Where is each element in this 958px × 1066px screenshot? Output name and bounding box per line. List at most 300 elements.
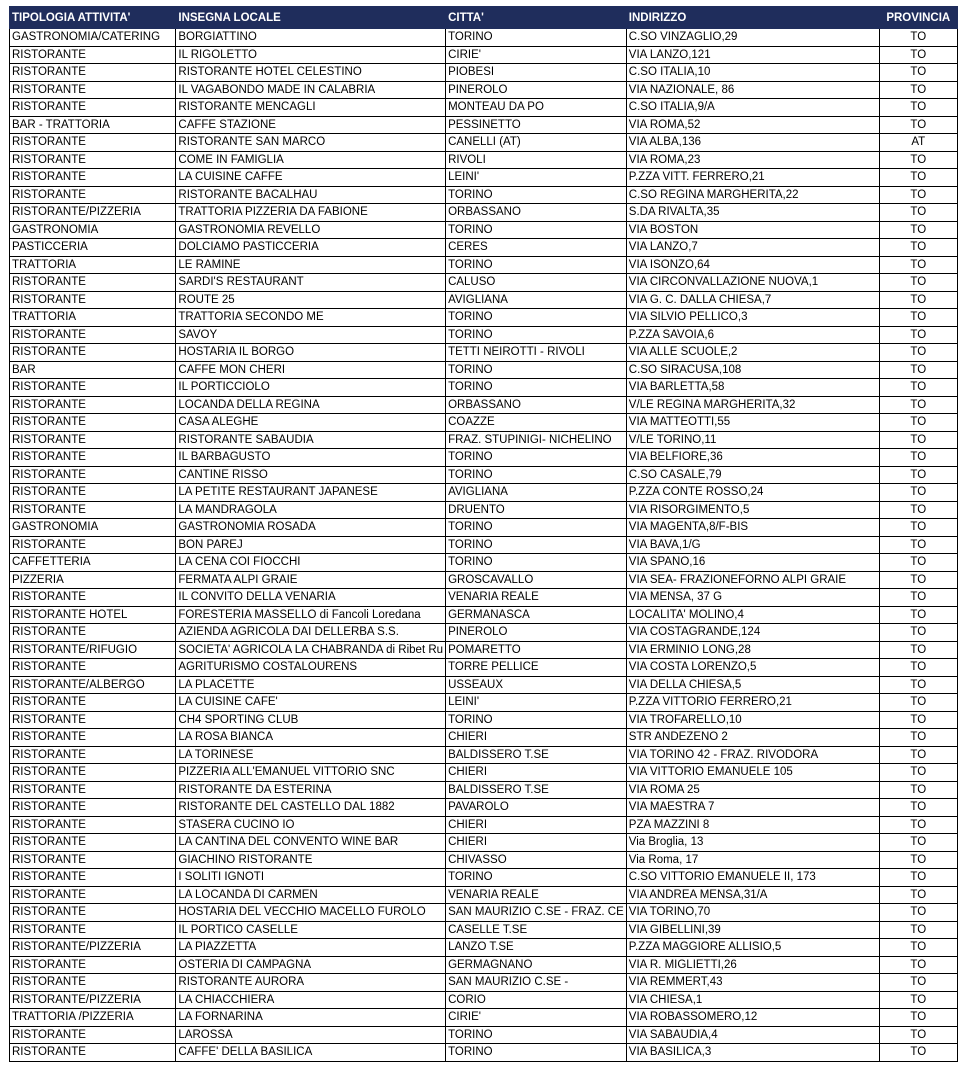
cell-citta[interactable]: MONTEAU DA PO: [446, 99, 627, 117]
cell-provincia[interactable]: TO: [879, 309, 957, 327]
cell-tipologia[interactable]: RISTORANTE: [10, 1026, 176, 1044]
cell-indirizzo[interactable]: STR ANDEZENO 2: [626, 729, 879, 747]
cell-insegna[interactable]: CAFFE STAZIONE: [176, 116, 446, 134]
cell-tipologia[interactable]: RISTORANTE: [10, 589, 176, 607]
cell-citta[interactable]: TORINO: [446, 1026, 627, 1044]
cell-citta[interactable]: TORINO: [446, 379, 627, 397]
cell-indirizzo[interactable]: VIA TORINO 42 - FRAZ. RIVODORA: [626, 746, 879, 764]
cell-provincia[interactable]: TO: [879, 851, 957, 869]
cell-tipologia[interactable]: RISTORANTE: [10, 379, 176, 397]
cell-provincia[interactable]: TO: [879, 624, 957, 642]
cell-citta[interactable]: CHIERI: [446, 729, 627, 747]
cell-insegna[interactable]: FERMATA ALPI GRAIE: [176, 571, 446, 589]
cell-citta[interactable]: TORRE PELLICE: [446, 659, 627, 677]
cell-citta[interactable]: GERMANASCA: [446, 606, 627, 624]
cell-indirizzo[interactable]: VIA BELFIORE,36: [626, 449, 879, 467]
cell-provincia[interactable]: TO: [879, 379, 957, 397]
cell-citta[interactable]: CERES: [446, 239, 627, 257]
cell-citta[interactable]: LEINI': [446, 169, 627, 187]
cell-indirizzo[interactable]: V/LE TORINO,11: [626, 431, 879, 449]
cell-tipologia[interactable]: RISTORANTE: [10, 99, 176, 117]
cell-tipologia[interactable]: RISTORANTE: [10, 186, 176, 204]
cell-citta[interactable]: USSEAUX: [446, 676, 627, 694]
cell-insegna[interactable]: GIACHINO RISTORANTE: [176, 851, 446, 869]
cell-provincia[interactable]: TO: [879, 921, 957, 939]
cell-tipologia[interactable]: RISTORANTE: [10, 711, 176, 729]
cell-provincia[interactable]: TO: [879, 519, 957, 537]
cell-indirizzo[interactable]: VIA GIBELLINI,39: [626, 921, 879, 939]
cell-citta[interactable]: TORINO: [446, 519, 627, 537]
cell-citta[interactable]: BALDISSERO T.SE: [446, 746, 627, 764]
cell-tipologia[interactable]: RISTORANTE: [10, 449, 176, 467]
cell-provincia[interactable]: TO: [879, 1044, 957, 1062]
cell-tipologia[interactable]: RISTORANTE: [10, 974, 176, 992]
cell-citta[interactable]: TORINO: [446, 256, 627, 274]
cell-insegna[interactable]: TRATTORIA SECONDO ME: [176, 309, 446, 327]
cell-insegna[interactable]: SAVOY: [176, 326, 446, 344]
cell-tipologia[interactable]: PASTICCERIA: [10, 239, 176, 257]
cell-provincia[interactable]: TO: [879, 151, 957, 169]
cell-citta[interactable]: GROSCAVALLO: [446, 571, 627, 589]
cell-indirizzo[interactable]: P.ZZA CONTE ROSSO,24: [626, 484, 879, 502]
cell-citta[interactable]: SAN MAURIZIO C.SE -: [446, 974, 627, 992]
cell-insegna[interactable]: CAFFE' DELLA BASILICA: [176, 1044, 446, 1062]
cell-citta[interactable]: RIVOLI: [446, 151, 627, 169]
cell-indirizzo[interactable]: VIA RISORGIMENTO,5: [626, 501, 879, 519]
cell-insegna[interactable]: LA TORINESE: [176, 746, 446, 764]
cell-tipologia[interactable]: TRATTORIA: [10, 256, 176, 274]
cell-tipologia[interactable]: RISTORANTE: [10, 904, 176, 922]
cell-citta[interactable]: TORINO: [446, 554, 627, 572]
cell-indirizzo[interactable]: C.SO SIRACUSA,108: [626, 361, 879, 379]
cell-indirizzo[interactable]: VIA MAGENTA,8/F-BIS: [626, 519, 879, 537]
cell-provincia[interactable]: TO: [879, 204, 957, 222]
cell-insegna[interactable]: LA PLACETTE: [176, 676, 446, 694]
cell-insegna[interactable]: PIZZERIA ALL'EMANUEL VITTORIO SNC: [176, 764, 446, 782]
cell-provincia[interactable]: TO: [879, 186, 957, 204]
cell-insegna[interactable]: STASERA CUCINO IO: [176, 816, 446, 834]
cell-citta[interactable]: CORIO: [446, 991, 627, 1009]
cell-indirizzo[interactable]: C.SO ITALIA,9/A: [626, 99, 879, 117]
cell-tipologia[interactable]: TRATTORIA /PIZZERIA: [10, 1009, 176, 1027]
cell-indirizzo[interactable]: VIA ROMA,23: [626, 151, 879, 169]
cell-indirizzo[interactable]: VIA TORINO,70: [626, 904, 879, 922]
cell-citta[interactable]: TORINO: [446, 326, 627, 344]
cell-provincia[interactable]: TO: [879, 484, 957, 502]
cell-provincia[interactable]: TO: [879, 904, 957, 922]
cell-insegna[interactable]: LA CENA COI FIOCCHI: [176, 554, 446, 572]
cell-provincia[interactable]: TO: [879, 501, 957, 519]
cell-indirizzo[interactable]: VIA MATTEOTTI,55: [626, 414, 879, 432]
cell-insegna[interactable]: ROUTE 25: [176, 291, 446, 309]
cell-citta[interactable]: LEINI': [446, 694, 627, 712]
cell-tipologia[interactable]: RISTORANTE: [10, 431, 176, 449]
cell-insegna[interactable]: LA FORNARINA: [176, 1009, 446, 1027]
cell-provincia[interactable]: TO: [879, 274, 957, 292]
cell-tipologia[interactable]: BAR - TRATTORIA: [10, 116, 176, 134]
cell-insegna[interactable]: CANTINE RISSO: [176, 466, 446, 484]
cell-citta[interactable]: TORINO: [446, 869, 627, 887]
cell-insegna[interactable]: BON PAREJ: [176, 536, 446, 554]
cell-indirizzo[interactable]: VIA COSTA LORENZO,5: [626, 659, 879, 677]
cell-insegna[interactable]: SARDI'S RESTAURANT: [176, 274, 446, 292]
cell-indirizzo[interactable]: VIA CHIESA,1: [626, 991, 879, 1009]
cell-indirizzo[interactable]: VIA BARLETTA,58: [626, 379, 879, 397]
cell-provincia[interactable]: TO: [879, 116, 957, 134]
cell-tipologia[interactable]: RISTORANTE: [10, 886, 176, 904]
cell-provincia[interactable]: TO: [879, 869, 957, 887]
cell-indirizzo[interactable]: VIA LANZO,7: [626, 239, 879, 257]
cell-insegna[interactable]: BORGIATTINO: [176, 29, 446, 47]
cell-tipologia[interactable]: RISTORANTE: [10, 799, 176, 817]
cell-tipologia[interactable]: GASTRONOMIA/CATERING: [10, 29, 176, 47]
cell-citta[interactable]: PINEROLO: [446, 81, 627, 99]
cell-citta[interactable]: VENARIA REALE: [446, 589, 627, 607]
cell-tipologia[interactable]: RISTORANTE: [10, 396, 176, 414]
cell-provincia[interactable]: TO: [879, 536, 957, 554]
cell-provincia[interactable]: TO: [879, 554, 957, 572]
cell-citta[interactable]: PIOBESI: [446, 64, 627, 82]
cell-tipologia[interactable]: RISTORANTE: [10, 291, 176, 309]
cell-provincia[interactable]: TO: [879, 834, 957, 852]
cell-indirizzo[interactable]: VIA ISONZO,64: [626, 256, 879, 274]
cell-insegna[interactable]: RISTORANTE SAN MARCO: [176, 134, 446, 152]
cell-indirizzo[interactable]: VIA NAZIONALE, 86: [626, 81, 879, 99]
cell-insegna[interactable]: AZIENDA AGRICOLA DAI DELLERBA S.S.: [176, 624, 446, 642]
cell-provincia[interactable]: TO: [879, 1026, 957, 1044]
cell-insegna[interactable]: OSTERIA DI CAMPAGNA: [176, 956, 446, 974]
cell-indirizzo[interactable]: VIA ALLE SCUOLE,2: [626, 344, 879, 362]
cell-provincia[interactable]: AT: [879, 134, 957, 152]
cell-indirizzo[interactable]: P.ZZA SAVOIA,6: [626, 326, 879, 344]
cell-provincia[interactable]: TO: [879, 326, 957, 344]
cell-tipologia[interactable]: RISTORANTE: [10, 869, 176, 887]
cell-provincia[interactable]: TO: [879, 431, 957, 449]
cell-indirizzo[interactable]: VIA MAESTRA 7: [626, 799, 879, 817]
cell-indirizzo[interactable]: VIA SILVIO PELLICO,3: [626, 309, 879, 327]
cell-insegna[interactable]: LAROSSA: [176, 1026, 446, 1044]
cell-provincia[interactable]: TO: [879, 256, 957, 274]
header-citta[interactable]: CITTA': [446, 7, 627, 29]
cell-provincia[interactable]: TO: [879, 46, 957, 64]
cell-indirizzo[interactable]: VIA MENSA, 37 G: [626, 589, 879, 607]
cell-citta[interactable]: TORINO: [446, 466, 627, 484]
cell-provincia[interactable]: TO: [879, 659, 957, 677]
cell-insegna[interactable]: IL PORTICO CASELLE: [176, 921, 446, 939]
cell-provincia[interactable]: TO: [879, 886, 957, 904]
cell-tipologia[interactable]: RISTORANTE: [10, 729, 176, 747]
cell-provincia[interactable]: TO: [879, 816, 957, 834]
cell-citta[interactable]: CIRIE': [446, 1009, 627, 1027]
cell-indirizzo[interactable]: VIA COSTAGRANDE,124: [626, 624, 879, 642]
cell-indirizzo[interactable]: Via Broglia, 13: [626, 834, 879, 852]
cell-insegna[interactable]: LA PIAZZETTA: [176, 939, 446, 957]
cell-provincia[interactable]: TO: [879, 64, 957, 82]
cell-citta[interactable]: TORINO: [446, 29, 627, 47]
cell-citta[interactable]: CHIERI: [446, 834, 627, 852]
cell-citta[interactable]: TORINO: [446, 361, 627, 379]
cell-insegna[interactable]: SOCIETA' AGRICOLA LA CHABRANDA di Ribet Ru: [176, 641, 446, 659]
cell-indirizzo[interactable]: VIA SABAUDIA,4: [626, 1026, 879, 1044]
cell-provincia[interactable]: TO: [879, 746, 957, 764]
cell-provincia[interactable]: TO: [879, 606, 957, 624]
cell-tipologia[interactable]: RISTORANTE: [10, 81, 176, 99]
cell-provincia[interactable]: TO: [879, 694, 957, 712]
cell-indirizzo[interactable]: P.ZZA VITTORIO FERRERO,21: [626, 694, 879, 712]
cell-provincia[interactable]: TO: [879, 291, 957, 309]
cell-provincia[interactable]: TO: [879, 344, 957, 362]
cell-citta[interactable]: ORBASSANO: [446, 204, 627, 222]
cell-indirizzo[interactable]: LOCALITA' MOLINO,4: [626, 606, 879, 624]
cell-indirizzo[interactable]: VIA ALBA,136: [626, 134, 879, 152]
cell-tipologia[interactable]: RISTORANTE: [10, 624, 176, 642]
cell-indirizzo[interactable]: Via Roma, 17: [626, 851, 879, 869]
cell-tipologia[interactable]: RISTORANTE: [10, 694, 176, 712]
cell-provincia[interactable]: TO: [879, 81, 957, 99]
cell-indirizzo[interactable]: VIA TROFARELLO,10: [626, 711, 879, 729]
cell-tipologia[interactable]: RISTORANTE: [10, 134, 176, 152]
cell-insegna[interactable]: RISTORANTE SABAUDIA: [176, 431, 446, 449]
cell-tipologia[interactable]: GASTRONOMIA: [10, 519, 176, 537]
cell-citta[interactable]: CHIVASSO: [446, 851, 627, 869]
cell-provincia[interactable]: TO: [879, 641, 957, 659]
cell-insegna[interactable]: IL CONVITO DELLA VENARIA: [176, 589, 446, 607]
cell-insegna[interactable]: IL PORTICCIOLO: [176, 379, 446, 397]
cell-tipologia[interactable]: RISTORANTE/RIFUGIO: [10, 641, 176, 659]
cell-insegna[interactable]: LA PETITE RESTAURANT JAPANESE: [176, 484, 446, 502]
cell-insegna[interactable]: GASTRONOMIA ROSADA: [176, 519, 446, 537]
cell-indirizzo[interactable]: VIA ROBASSOMERO,12: [626, 1009, 879, 1027]
cell-provincia[interactable]: TO: [879, 991, 957, 1009]
cell-insegna[interactable]: RISTORANTE MENCAGLI: [176, 99, 446, 117]
cell-tipologia[interactable]: RISTORANTE/ALBERGO: [10, 676, 176, 694]
cell-insegna[interactable]: LE RAMINE: [176, 256, 446, 274]
cell-insegna[interactable]: COME IN FAMIGLIA: [176, 151, 446, 169]
cell-citta[interactable]: CASELLE T.SE: [446, 921, 627, 939]
cell-provincia[interactable]: TO: [879, 99, 957, 117]
cell-tipologia[interactable]: RISTORANTE: [10, 326, 176, 344]
cell-insegna[interactable]: LA CUISINE CAFFE: [176, 169, 446, 187]
cell-insegna[interactable]: LA MANDRAGOLA: [176, 501, 446, 519]
cell-provincia[interactable]: TO: [879, 729, 957, 747]
cell-indirizzo[interactable]: VIA ANDREA MENSA,31/A: [626, 886, 879, 904]
cell-insegna[interactable]: LA LOCANDA DI CARMEN: [176, 886, 446, 904]
cell-insegna[interactable]: FORESTERIA MASSELLO di Fancoli Loredana: [176, 606, 446, 624]
cell-provincia[interactable]: TO: [879, 361, 957, 379]
cell-insegna[interactable]: GASTRONOMIA REVELLO: [176, 221, 446, 239]
cell-tipologia[interactable]: RISTORANTE: [10, 414, 176, 432]
cell-tipologia[interactable]: RISTORANTE: [10, 64, 176, 82]
cell-indirizzo[interactable]: P.ZZA MAGGIORE ALLISIO,5: [626, 939, 879, 957]
cell-citta[interactable]: SAN MAURIZIO C.SE - FRAZ. CE: [446, 904, 627, 922]
cell-provincia[interactable]: TO: [879, 781, 957, 799]
cell-insegna[interactable]: TRATTORIA PIZZERIA DA FABIONE: [176, 204, 446, 222]
cell-insegna[interactable]: LA CUISINE CAFE': [176, 694, 446, 712]
cell-indirizzo[interactable]: VIA SPANO,16: [626, 554, 879, 572]
cell-tipologia[interactable]: RISTORANTE: [10, 1044, 176, 1062]
cell-indirizzo[interactable]: S.DA RIVALTA,35: [626, 204, 879, 222]
cell-insegna[interactable]: RISTORANTE DEL CASTELLO DAL 1882: [176, 799, 446, 817]
cell-indirizzo[interactable]: C.SO VITTORIO EMANUELE II, 173: [626, 869, 879, 887]
header-provincia[interactable]: PROVINCIA: [879, 7, 957, 29]
cell-provincia[interactable]: TO: [879, 239, 957, 257]
cell-insegna[interactable]: LA CANTINA DEL CONVENTO WINE BAR: [176, 834, 446, 852]
cell-insegna[interactable]: I SOLITI IGNOTI: [176, 869, 446, 887]
cell-tipologia[interactable]: RISTORANTE: [10, 816, 176, 834]
cell-insegna[interactable]: HOSTARIA IL BORGO: [176, 344, 446, 362]
cell-provincia[interactable]: TO: [879, 799, 957, 817]
cell-insegna[interactable]: RISTORANTE BACALHAU: [176, 186, 446, 204]
cell-tipologia[interactable]: RISTORANTE: [10, 659, 176, 677]
cell-tipologia[interactable]: RISTORANTE/PIZZERIA: [10, 939, 176, 957]
cell-insegna[interactable]: RISTORANTE HOTEL CELESTINO: [176, 64, 446, 82]
cell-provincia[interactable]: TO: [879, 676, 957, 694]
cell-insegna[interactable]: DOLCIAMO PASTICCERIA: [176, 239, 446, 257]
cell-citta[interactable]: TORINO: [446, 186, 627, 204]
cell-insegna[interactable]: LA ROSA BIANCA: [176, 729, 446, 747]
cell-insegna[interactable]: LA CHIACCHIERA: [176, 991, 446, 1009]
cell-indirizzo[interactable]: VIA BOSTON: [626, 221, 879, 239]
cell-indirizzo[interactable]: VIA VITTORIO EMANUELE 105: [626, 764, 879, 782]
cell-tipologia[interactable]: RISTORANTE: [10, 501, 176, 519]
cell-tipologia[interactable]: RISTORANTE: [10, 536, 176, 554]
header-insegna[interactable]: INSEGNA LOCALE: [176, 7, 446, 29]
cell-provincia[interactable]: TO: [879, 449, 957, 467]
cell-citta[interactable]: CALUSO: [446, 274, 627, 292]
cell-provincia[interactable]: TO: [879, 29, 957, 47]
cell-insegna[interactable]: HOSTARIA DEL VECCHIO MACELLO FUROLO: [176, 904, 446, 922]
cell-provincia[interactable]: TO: [879, 589, 957, 607]
cell-indirizzo[interactable]: VIA ROMA 25: [626, 781, 879, 799]
cell-tipologia[interactable]: TRATTORIA: [10, 309, 176, 327]
cell-provincia[interactable]: TO: [879, 466, 957, 484]
cell-citta[interactable]: TORINO: [446, 711, 627, 729]
cell-provincia[interactable]: TO: [879, 221, 957, 239]
cell-tipologia[interactable]: RISTORANTE/PIZZERIA: [10, 991, 176, 1009]
cell-tipologia[interactable]: RISTORANTE: [10, 781, 176, 799]
cell-citta[interactable]: PESSINETTO: [446, 116, 627, 134]
cell-citta[interactable]: VENARIA REALE: [446, 886, 627, 904]
cell-indirizzo[interactable]: VIA BAVA,1/G: [626, 536, 879, 554]
cell-tipologia[interactable]: RISTORANTE: [10, 344, 176, 362]
cell-indirizzo[interactable]: VIA LANZO,121: [626, 46, 879, 64]
cell-citta[interactable]: TETTI NEIROTTI - RIVOLI: [446, 344, 627, 362]
cell-citta[interactable]: BALDISSERO T.SE: [446, 781, 627, 799]
cell-tipologia[interactable]: RISTORANTE: [10, 746, 176, 764]
cell-indirizzo[interactable]: PZA MAZZINI 8: [626, 816, 879, 834]
cell-citta[interactable]: FRAZ. STUPINIGI- NICHELINO: [446, 431, 627, 449]
cell-tipologia[interactable]: RISTORANTE: [10, 169, 176, 187]
cell-indirizzo[interactable]: C.SO REGINA MARGHERITA,22: [626, 186, 879, 204]
cell-indirizzo[interactable]: VIA CIRCONVALLAZIONE NUOVA,1: [626, 274, 879, 292]
cell-indirizzo[interactable]: VIA ROMA,52: [626, 116, 879, 134]
cell-tipologia[interactable]: RISTORANTE: [10, 466, 176, 484]
cell-indirizzo[interactable]: VIA G. C. DALLA CHIESA,7: [626, 291, 879, 309]
cell-provincia[interactable]: TO: [879, 414, 957, 432]
cell-indirizzo[interactable]: VIA ERMINIO LONG,28: [626, 641, 879, 659]
cell-indirizzo[interactable]: VIA BASILICA,3: [626, 1044, 879, 1062]
cell-citta[interactable]: PAVAROLO: [446, 799, 627, 817]
cell-provincia[interactable]: TO: [879, 764, 957, 782]
cell-tipologia[interactable]: BAR: [10, 361, 176, 379]
cell-insegna[interactable]: CAFFE MON CHERI: [176, 361, 446, 379]
cell-tipologia[interactable]: RISTORANTE: [10, 484, 176, 502]
cell-indirizzo[interactable]: C.SO VINZAGLIO,29: [626, 29, 879, 47]
cell-tipologia[interactable]: GASTRONOMIA: [10, 221, 176, 239]
cell-indirizzo[interactable]: P.ZZA VITT. FERRERO,21: [626, 169, 879, 187]
cell-citta[interactable]: TORINO: [446, 536, 627, 554]
cell-citta[interactable]: PINEROLO: [446, 624, 627, 642]
cell-insegna[interactable]: CASA ALEGHE: [176, 414, 446, 432]
cell-indirizzo[interactable]: VIA SEA- FRAZIONEFORNO ALPI GRAIE: [626, 571, 879, 589]
cell-tipologia[interactable]: RISTORANTE: [10, 921, 176, 939]
cell-provincia[interactable]: TO: [879, 1009, 957, 1027]
cell-provincia[interactable]: TO: [879, 939, 957, 957]
cell-citta[interactable]: COAZZE: [446, 414, 627, 432]
cell-tipologia[interactable]: PIZZERIA: [10, 571, 176, 589]
cell-indirizzo[interactable]: VIA R. MIGLIETTI,26: [626, 956, 879, 974]
cell-insegna[interactable]: IL RIGOLETTO: [176, 46, 446, 64]
cell-insegna[interactable]: IL VAGABONDO MADE IN CALABRIA: [176, 81, 446, 99]
cell-tipologia[interactable]: RISTORANTE: [10, 274, 176, 292]
cell-provincia[interactable]: TO: [879, 571, 957, 589]
cell-insegna[interactable]: AGRITURISMO COSTALOURENS: [176, 659, 446, 677]
header-tipologia[interactable]: TIPOLOGIA ATTIVITA': [10, 7, 176, 29]
cell-citta[interactable]: ORBASSANO: [446, 396, 627, 414]
cell-citta[interactable]: POMARETTO: [446, 641, 627, 659]
cell-citta[interactable]: TORINO: [446, 309, 627, 327]
cell-provincia[interactable]: TO: [879, 169, 957, 187]
cell-provincia[interactable]: TO: [879, 396, 957, 414]
cell-tipologia[interactable]: RISTORANTE: [10, 151, 176, 169]
cell-citta[interactable]: CIRIE': [446, 46, 627, 64]
cell-citta[interactable]: CANELLI (AT): [446, 134, 627, 152]
cell-provincia[interactable]: TO: [879, 711, 957, 729]
cell-tipologia[interactable]: RISTORANTE: [10, 956, 176, 974]
cell-citta[interactable]: DRUENTO: [446, 501, 627, 519]
cell-provincia[interactable]: TO: [879, 974, 957, 992]
cell-indirizzo[interactable]: V/LE REGINA MARGHERITA,32: [626, 396, 879, 414]
cell-insegna[interactable]: IL BARBAGUSTO: [176, 449, 446, 467]
cell-insegna[interactable]: CH4 SPORTING CLUB: [176, 711, 446, 729]
cell-insegna[interactable]: LOCANDA DELLA REGINA: [176, 396, 446, 414]
cell-citta[interactable]: TORINO: [446, 221, 627, 239]
cell-citta[interactable]: CHIERI: [446, 816, 627, 834]
cell-citta[interactable]: LANZO T.SE: [446, 939, 627, 957]
cell-citta[interactable]: TORINO: [446, 1044, 627, 1062]
cell-tipologia[interactable]: RISTORANTE HOTEL: [10, 606, 176, 624]
header-indirizzo[interactable]: INDIRIZZO: [626, 7, 879, 29]
cell-tipologia[interactable]: RISTORANTE: [10, 834, 176, 852]
cell-indirizzo[interactable]: C.SO CASALE,79: [626, 466, 879, 484]
cell-citta[interactable]: TORINO: [446, 449, 627, 467]
cell-citta[interactable]: AVIGLIANA: [446, 484, 627, 502]
cell-insegna[interactable]: RISTORANTE DA ESTERINA: [176, 781, 446, 799]
cell-tipologia[interactable]: RISTORANTE: [10, 764, 176, 782]
cell-insegna[interactable]: RISTORANTE AURORA: [176, 974, 446, 992]
cell-citta[interactable]: CHIERI: [446, 764, 627, 782]
cell-tipologia[interactable]: RISTORANTE/PIZZERIA: [10, 204, 176, 222]
cell-citta[interactable]: AVIGLIANA: [446, 291, 627, 309]
cell-tipologia[interactable]: RISTORANTE: [10, 46, 176, 64]
cell-indirizzo[interactable]: VIA DELLA CHIESA,5: [626, 676, 879, 694]
cell-provincia[interactable]: TO: [879, 956, 957, 974]
cell-citta[interactable]: GERMAGNANO: [446, 956, 627, 974]
cell-tipologia[interactable]: RISTORANTE: [10, 851, 176, 869]
cell-indirizzo[interactable]: C.SO ITALIA,10: [626, 64, 879, 82]
cell-tipologia[interactable]: CAFFETTERIA: [10, 554, 176, 572]
cell-indirizzo[interactable]: VIA REMMERT,43: [626, 974, 879, 992]
